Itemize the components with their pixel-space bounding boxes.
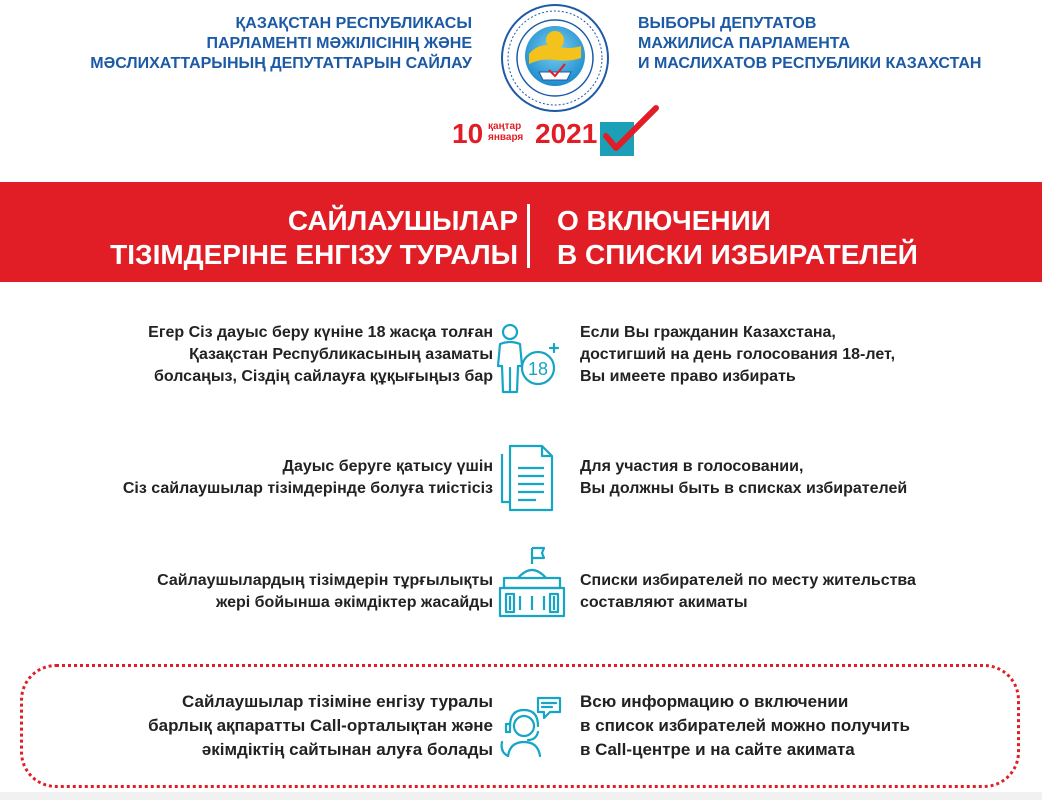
header-title-ru xyxy=(638,14,1018,74)
row-text-kz xyxy=(123,456,493,500)
row-text-ru xyxy=(580,690,910,762)
election-commission-seal-icon xyxy=(499,2,611,114)
row-kz-line: болсаңыз, Сіздің сайлауға құқығыңыз бар xyxy=(153,368,493,385)
header-ru-line: ВЫБОРЫ ДЕПУТАТОВ xyxy=(638,15,817,32)
banner-title-ru xyxy=(557,204,918,272)
header-title-kz xyxy=(40,14,472,74)
info-row-callcenter xyxy=(0,690,1042,770)
ballot-check-icon xyxy=(596,104,660,160)
info-row-akimat xyxy=(0,570,1042,640)
date-month-ru: января xyxy=(488,132,524,143)
date-month-kz: қаңтар xyxy=(488,121,522,132)
row-kz-line: Егер Сіз дауыс беру күніне 18 жасқа толған xyxy=(148,324,493,341)
info-row-age xyxy=(0,322,1042,402)
row-text-kz xyxy=(157,570,493,614)
row-kz-line: Дауыс беруге қатысу үшін xyxy=(282,458,493,475)
row-ru-line: Вы имеете право избирать xyxy=(580,368,796,385)
row-kz-line: барлық ақпаратты Call-орталықтан және xyxy=(148,716,493,735)
banner-ru-line: В СПИСКИ ИЗБИРАТЕЛЕЙ xyxy=(557,239,918,270)
row-ru-line: Всю информацию о включении xyxy=(580,692,849,711)
row-kz-line: Сайлаушылар тізіміне енгізу туралы xyxy=(182,692,493,711)
government-building-icon xyxy=(496,544,568,620)
banner-kz-line: ТІЗІМДЕРІНЕ ЕНГІЗУ ТУРАЛЫ xyxy=(110,239,518,270)
row-text-ru xyxy=(580,322,895,388)
banner-divider xyxy=(527,204,530,268)
header-kz-line: ҚАЗАҚСТАН РЕСПУБЛИКАСЫ xyxy=(235,15,472,32)
date-year: 2021 xyxy=(535,118,598,149)
info-row-list xyxy=(0,456,1042,526)
row-ru-line: в Call-центре и на сайте акимата xyxy=(580,740,855,759)
header-kz-line: ПАРЛАМЕНТІ МӘЖІЛІСІНІҢ ЖӘНЕ xyxy=(206,35,472,52)
banner-ru-line: О ВКЛЮЧЕНИИ xyxy=(557,205,771,236)
row-kz-line: жері бойынша әкімдіктер жасайды xyxy=(215,594,493,611)
row-ru-line: в список избирателей можно получить xyxy=(580,716,910,735)
row-ru-line: составляют акиматы xyxy=(580,594,748,611)
svg-text:18: 18 xyxy=(527,359,549,379)
header-ru-line: И МАСЛИХАТОВ РЕСПУБЛИКИ КАЗАХСТАН xyxy=(638,55,982,72)
row-ru-line: достигший на день голосования 18-лет, xyxy=(580,346,896,363)
document-list-icon xyxy=(498,442,558,514)
banner-kz-line: САЙЛАУШЫЛАР xyxy=(287,205,518,236)
row-ru-line: Вы должны быть в списках избирателей xyxy=(580,480,908,497)
row-kz-line: әкімдіктің сайтынан алуға болады xyxy=(201,740,493,759)
row-kz-line: Қазақстан Республикасының азаматы xyxy=(189,346,493,363)
date-months xyxy=(488,121,523,143)
header-kz-line: МӘСЛИХАТТАРЫНЫҢ ДЕПУТАТТАРЫН САЙЛАУ xyxy=(90,55,472,72)
row-kz-line: Сіз сайлаушылар тізімдерінде болуға тиістісіз xyxy=(122,480,493,497)
header-ru-line: МАЖИЛИСА ПАРЛАМЕНТА xyxy=(638,35,851,52)
row-kz-line: Сайлаушылардың тізімдерін тұрғылықты xyxy=(157,572,493,589)
row-ru-line: Для участия в голосовании, xyxy=(580,458,804,475)
person-18-plus-icon xyxy=(494,322,570,398)
row-ru-line: Списки избирателей по месту жительства xyxy=(580,572,916,589)
row-ru-line: Если Вы гражданин Казахстана, xyxy=(580,324,836,341)
title-banner xyxy=(0,182,1042,282)
banner-title-kz xyxy=(110,204,518,272)
call-center-icon xyxy=(498,692,566,760)
row-text-ru xyxy=(580,570,916,614)
row-text-ru xyxy=(580,456,907,500)
bottom-strip xyxy=(0,792,1042,800)
row-text-kz xyxy=(148,322,493,388)
election-date xyxy=(452,114,672,154)
row-text-kz xyxy=(148,690,493,762)
date-day: 10 xyxy=(452,118,484,149)
